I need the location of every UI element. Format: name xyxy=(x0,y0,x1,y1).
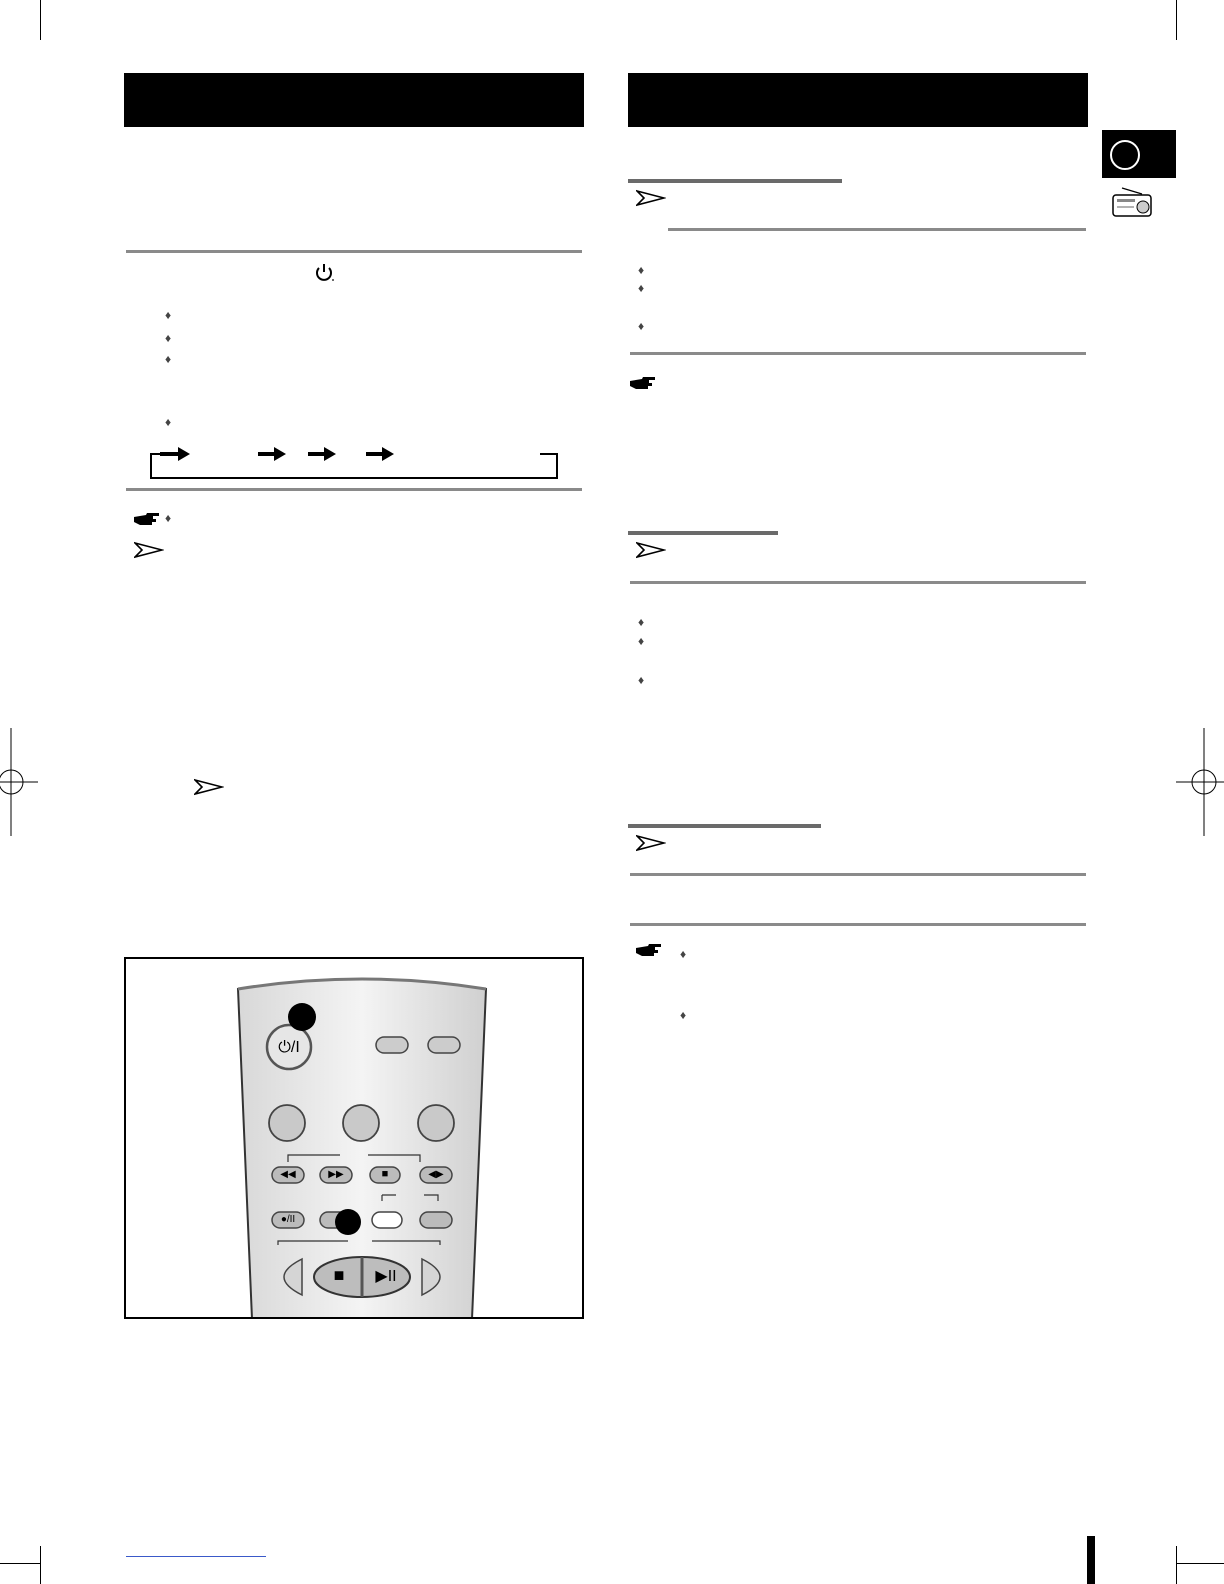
remote-illustration xyxy=(124,957,584,1319)
right-bullet-5: ♦ xyxy=(638,634,645,648)
pointing-hand-icon xyxy=(628,374,658,392)
right-bullet-8: ♦ xyxy=(680,1008,687,1022)
note-arrow-icon xyxy=(134,541,164,559)
crop-mark-bottom-left-v xyxy=(40,1546,41,1584)
right-rule-5 xyxy=(630,581,1086,584)
right-header-bar xyxy=(628,73,1088,127)
registration-mark-left xyxy=(0,728,40,836)
right-rule-4 xyxy=(628,531,778,535)
right-rule-7 xyxy=(630,873,1086,876)
page-number-bar xyxy=(1087,1536,1095,1584)
fast-rewind-button[interactable]: ◀◀ xyxy=(280,1169,296,1180)
crop-mark-top-left xyxy=(40,0,41,40)
stop-large-button[interactable]: ■ xyxy=(333,1265,345,1285)
left-bullet-2: ♦ xyxy=(165,331,172,345)
left-bullet-1: ♦ xyxy=(165,308,172,322)
language-tab xyxy=(1102,130,1176,178)
right-rule-6 xyxy=(628,824,821,828)
power-icon xyxy=(313,263,335,283)
crop-mark-bottom-right-h xyxy=(1176,1563,1224,1564)
crop-mark-bottom-right-v xyxy=(1176,1546,1177,1584)
play-pause-button[interactable]: ▶II xyxy=(375,1268,397,1285)
right-rule-1 xyxy=(628,179,842,183)
right-bullet-4: ♦ xyxy=(638,615,645,629)
record-pause-button[interactable]: ●/II xyxy=(280,1214,296,1225)
loop-top-right-stub xyxy=(540,453,556,455)
left-rule-1 xyxy=(126,250,582,253)
direction-button[interactable]: ◀▶ xyxy=(428,1169,444,1180)
right-bullet-2: ♦ xyxy=(638,281,645,295)
right-rule-2 xyxy=(668,228,1086,231)
tab-circle-icon xyxy=(1110,140,1140,170)
loop-arrows xyxy=(160,444,400,464)
right-bullet-1: ♦ xyxy=(638,263,645,277)
right-bullet-3: ♦ xyxy=(638,319,645,333)
registration-mark-right xyxy=(1176,728,1224,836)
right-rule-3 xyxy=(630,352,1086,355)
left-header-bar xyxy=(124,73,584,127)
fast-forward-button[interactable]: ▶▶ xyxy=(328,1169,344,1180)
left-bullet-3: ♦ xyxy=(165,352,172,366)
left-bullet-4: ♦ xyxy=(165,415,172,429)
left-rule-2 xyxy=(126,488,582,491)
note-arrow-icon xyxy=(636,189,666,207)
remote-drawing xyxy=(126,959,582,1317)
note-arrow-icon xyxy=(636,834,666,852)
crop-mark-bottom-left-h xyxy=(0,1563,40,1564)
right-bullet-6: ♦ xyxy=(638,673,645,687)
right-rule-8 xyxy=(630,923,1086,926)
pointing-hand-icon xyxy=(634,941,664,959)
radio-icon xyxy=(1110,186,1154,218)
power-button[interactable]: ⏻/I xyxy=(278,1039,300,1056)
crop-mark-top-right xyxy=(1176,0,1177,40)
left-note-bullet: ♦ xyxy=(165,511,172,525)
note-arrow-icon xyxy=(194,778,224,796)
pointing-hand-icon xyxy=(132,510,162,528)
footer-link-line xyxy=(126,1556,266,1557)
right-bullet-7: ♦ xyxy=(680,947,687,961)
note-arrow-icon xyxy=(636,541,666,559)
stop-small-button[interactable]: ■ xyxy=(381,1168,389,1180)
